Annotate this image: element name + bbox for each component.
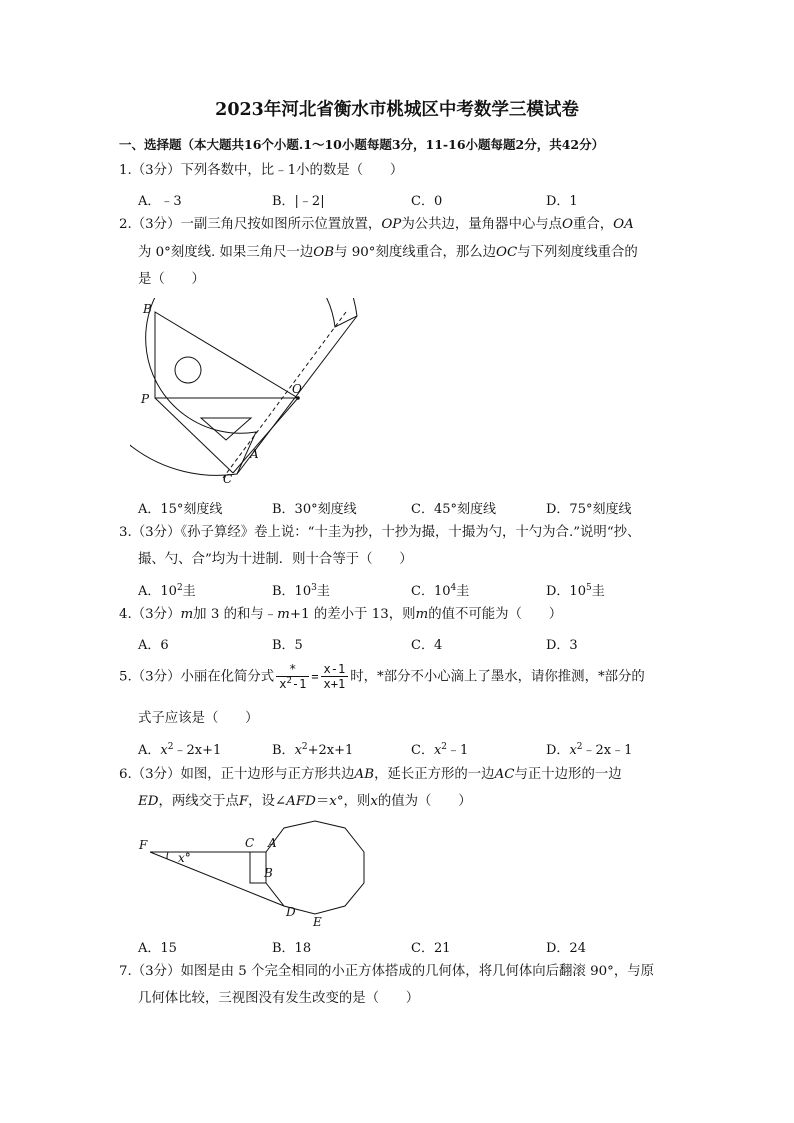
fraction-x-minus-1-over-x-plus-1: $\frac{x-1}{x+1}$ <box>321 662 349 692</box>
q5-stem-line2: 式子应该是（ ） <box>138 711 259 726</box>
q2-stem-line1: 2.（3分）一副三角尺按如图所示位置放置，OP为公共边，量角器中心与点O重合，OA <box>119 217 634 232</box>
q4-option-b: B．5 <box>272 638 303 653</box>
label-p: P <box>141 392 150 406</box>
label-o: O <box>292 382 302 396</box>
q3-stem-line1: 3.（3分）《孙子算经》卷上说：“十圭为抄，十抄为撮，十撮为勺，十勺为合.”说明“抄、 <box>119 525 641 540</box>
protractor-band <box>130 298 357 475</box>
label-b: B <box>264 866 273 880</box>
q2-option-a: A．15°刻度线 <box>138 502 223 517</box>
q5-stem-line1: 5.（3分）小丽在化简分式 $\frac{*}{x^2-1}$ = $\frac{x-1}{x+1}$ 时，*部分不小心滴上了墨水，请你推测，*部分的 <box>119 662 645 691</box>
q2-figure <box>130 298 370 490</box>
label-c: C <box>245 836 255 850</box>
q5-option-b: B．$x^2+2x+1$ <box>272 742 354 758</box>
q5-option-d: D．$x^2﹣2x﹣1$ <box>546 742 633 758</box>
label-a: A <box>268 836 277 850</box>
q4-option-d: D．3 <box>546 638 578 653</box>
q1-option-a: A．﹣3 <box>138 194 182 209</box>
q4-stem: 4.（3分）m加 3 的和与﹣m+1 的差小于 13，则m的值不可能为（ ） <box>119 607 563 622</box>
q2-stem-line3: 是（ ） <box>138 272 205 287</box>
triangle-hole-circle <box>175 357 201 383</box>
point-o <box>296 396 300 400</box>
q2-option-b: B．30°刻度线 <box>272 502 357 517</box>
q5-option-a: A．$x^2﹣2x+1$ <box>138 742 222 758</box>
q4-option-a: A．6 <box>138 638 169 653</box>
q1-option-c: C．0 <box>411 194 443 209</box>
angle-arc <box>167 852 168 859</box>
q2-option-d: D．75°刻度线 <box>546 502 632 517</box>
regular-decagon <box>266 821 364 914</box>
q6-stem-line1: 6.（3分）如图，正十边形与正方形共边AB，延长正方形的一边AC与正十边形的一边 <box>119 767 622 782</box>
q6-figure <box>135 815 375 930</box>
q6-option-c: C．21 <box>411 941 451 956</box>
label-a: A <box>250 447 259 461</box>
triangle-hole <box>201 418 251 440</box>
page-title: 2023年河北省衡水市桃城区中考数学三模试卷 <box>215 100 579 120</box>
q6-stem-line2: ED，两线交于点F，设∠AFD＝x°，则x的值为（ ） <box>138 794 472 809</box>
fraction-star-over-x2-minus-1: $\frac{*}{x^2-1}$ <box>276 662 309 692</box>
label-b: B <box>143 302 152 316</box>
q2-option-c: C．45°刻度线 <box>411 502 496 517</box>
label-c: C <box>223 472 233 486</box>
segment-oc <box>233 398 298 473</box>
label-d: D <box>286 905 296 919</box>
q4-option-c: C．4 <box>411 638 443 653</box>
q3-option-a: A．$10^2$圭 <box>138 583 196 599</box>
q6-option-a: A．15 <box>138 941 177 956</box>
q6-option-b: B．18 <box>272 941 312 956</box>
q5-option-c: C．$x^2﹣1$ <box>411 742 469 758</box>
label-f: F <box>139 838 148 852</box>
q1-stem: 1.（3分）下列各数中，比﹣1小的数是（ ） <box>119 163 404 178</box>
q2-stem-line2: 为 0°刻度线. 如果三角尺一边OB与 90°刻度线重合，那么边OC与下列刻度线重合的 <box>138 245 638 260</box>
q3-option-d: D．$10^5$圭 <box>546 583 605 599</box>
q3-stem-line2: 撮、勺、合”均为十进制．则十合等于（ ） <box>138 552 413 567</box>
label-x-angle: x° <box>178 851 191 865</box>
q1-option-d: D．1 <box>546 194 578 209</box>
q3-option-b: B．$10^3$圭 <box>272 583 330 599</box>
q3-option-c: C．$10^4$圭 <box>411 583 470 599</box>
q1-option-b: B．|﹣2| <box>272 194 325 209</box>
section-heading: 一、选择题（本大题共16个小题.1～10小题每题3分，11-16小题每题2分，共42分） <box>119 137 605 152</box>
protractor-dashed-edge <box>223 312 346 478</box>
q7-stem-line1: 7.（3分）如图是由 5 个完全相同的小正方体搭成的几何体，将几何体向后翻滚 90°，与原 <box>119 964 654 979</box>
q6-option-d: D．24 <box>546 941 586 956</box>
q7-stem-line2: 几何体比较，三视图没有发生改变的是（ ） <box>138 991 420 1006</box>
triangle-bpo <box>155 312 298 398</box>
label-e: E <box>313 915 322 929</box>
